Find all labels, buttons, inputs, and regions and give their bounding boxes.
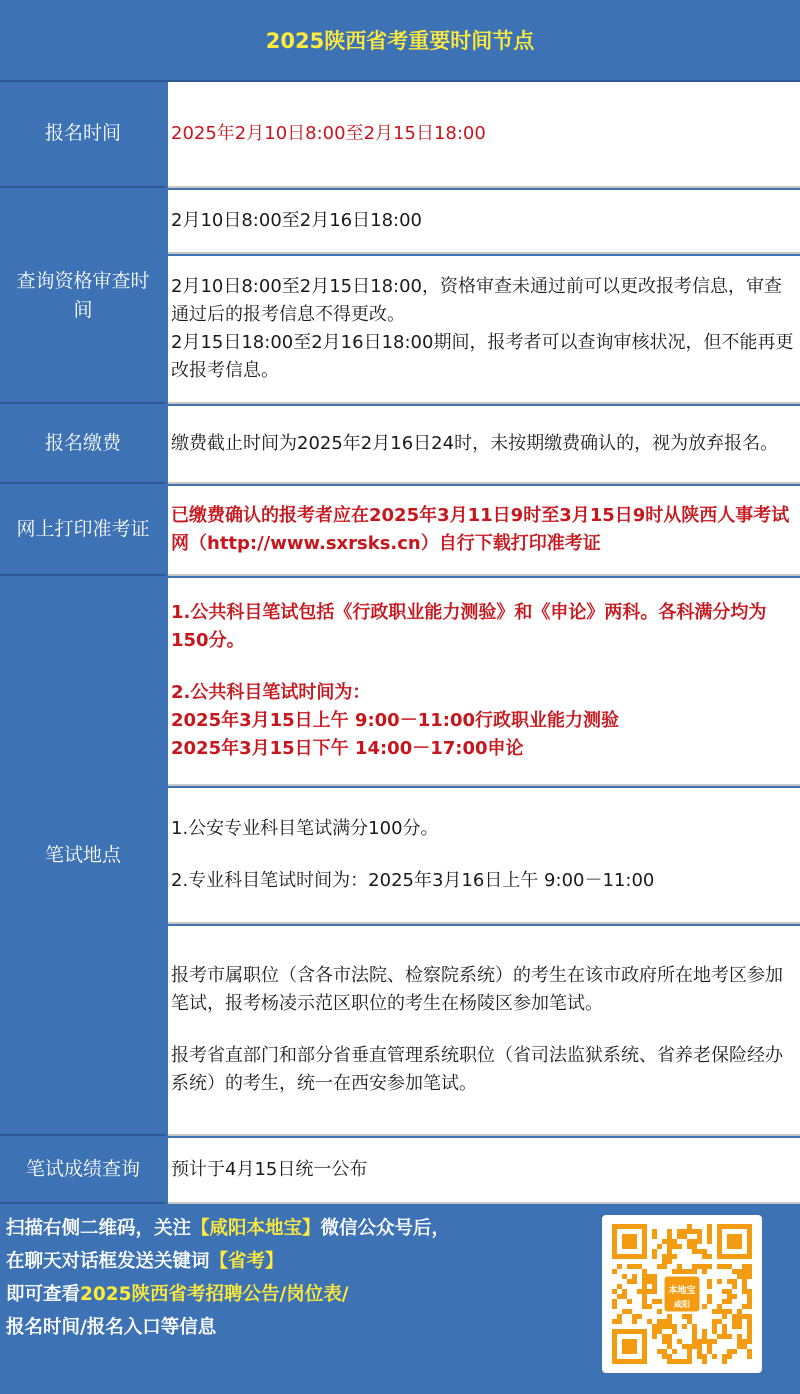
payment-cell [168,406,800,484]
footer-line-2 [6,1245,586,1278]
admit-cell [168,486,800,576]
payment-label: 报名缴费 [0,406,166,484]
exam-public-2-title: 2.公共科目笔试时间为： [171,682,371,703]
footer-line-1-text: 扫描右侧二维码，关注 [6,1218,192,1239]
qualify-line-2: 2月10日8:00至2月15日18:00，资格审查未通过前可以更改报考信息，审查通过后的报考信息不得更改。 [171,276,783,325]
signup-value: 2025年2月10日8:00至2月15日18:00 [171,123,486,144]
footer-line-4: 报名时间/报名入口等信息 [6,1317,217,1338]
footer-highlight: 2025陕西省考招聘公告/岗位表/ [80,1284,349,1305]
qualify-line-1: 2月10日8:00至2月16日18:00 [171,210,423,231]
qualify-cell-2 [168,256,800,404]
exam-special-2: 2.专业科目笔试时间为：2025年3月16日上午 9:00－11:00 [171,870,655,891]
svg-text:咸阳: 咸阳 [674,1300,690,1309]
footer-line-3 [6,1278,586,1311]
admit-label: 网上打印准考证 [0,486,166,576]
exam-special-cell [168,788,800,924]
spacer [171,1018,794,1042]
payment-value: 缴费截止时间为2025年2月16日24时，未按期缴费确认的，视为放弃报名。 [171,433,779,454]
exam-public-cell [168,578,800,786]
signup-label: 报名时间 [0,82,166,188]
qr-code [602,1215,762,1373]
score-cell [168,1138,800,1204]
footer-line-3-text: 即可查看 [6,1284,81,1305]
admit-value: 已缴费确认的报考者应在2025年3月11日9时至3月15日9时从陕西人事考试网（http://www.sxrsks.cn）自行下载打印准考证 [171,505,790,554]
footer-line-1-tail: 微信公众号后， [320,1218,451,1239]
qualify-line-3: 2月15日18:00至2月16日18:00期间，报考者可以查询审核状况，但不能再更改报考信息。 [171,332,794,381]
exam-public-2-line-2: 2025年3月15日下午 14:00－17:00申论 [171,738,524,759]
exam-label: 笔试地点 [0,578,166,1136]
qr-code-icon [602,1215,762,1373]
page-title: 2025陕西省考重要时间节点 [0,0,800,82]
keyword: 【省考】 [209,1251,284,1272]
footer-line-1 [6,1212,586,1245]
footer-line-2-text: 在聊天对话框发送关键词 [6,1251,210,1272]
qualify-cell-1 [168,190,800,254]
qualify-label: 查询资格审查时间 [0,190,166,404]
signup-cell [168,82,800,188]
svg-text:本地宝: 本地宝 [668,1286,696,1296]
exam-location-cell [168,926,800,1136]
exam-location-2: 报考省直部门和部分省垂直管理系统职位（省司法监狱系统、省养老保险经办系统）的考生，统一在西安参加笔试。 [171,1045,783,1094]
exam-public-2-line-1: 2025年3月15日上午 9:00－11:00行政职业能力测验 [171,710,620,731]
spacer [171,655,794,679]
exam-public-1: 1.公共科目笔试包括《行政职业能力测验》和《申论》两科。各科满分均为150分。 [171,602,767,651]
exam-special-1: 1.公安专业科目笔试满分100分。 [171,818,439,839]
score-value: 预计于4月15日统一公布 [171,1159,368,1180]
exam-location-1: 报考市属职位（含各市法院、检察院系统）的考生在该市政府所在地考区参加笔试，报考杨凌示范区职位的考生在杨陵区参加笔试。 [171,965,783,1014]
account-name: 【咸阳本地宝】 [191,1218,321,1239]
score-label: 笔试成绩查询 [0,1138,166,1204]
spacer [171,843,794,867]
footer-promo [6,1212,586,1344]
